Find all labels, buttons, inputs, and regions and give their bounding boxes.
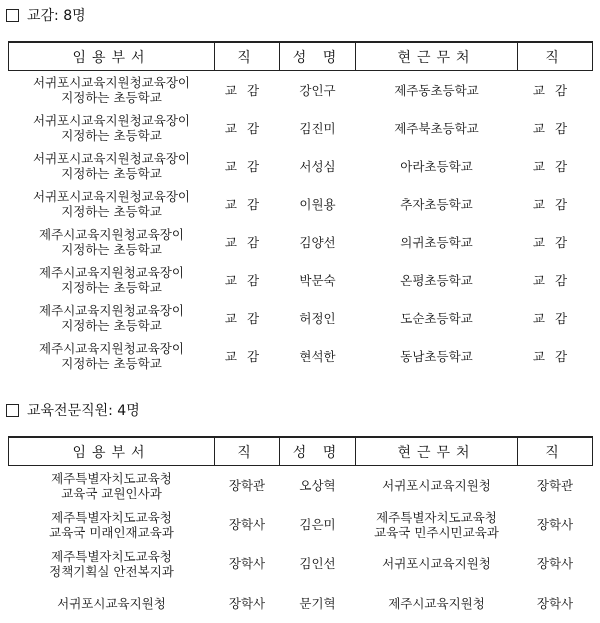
cell-name: 현석한 <box>299 348 336 364</box>
table-header-row <box>9 437 593 466</box>
section-title-specialist <box>6 399 140 421</box>
cell-current <box>356 505 518 544</box>
table-row <box>9 505 593 544</box>
cell-current-position: 교감 <box>532 272 578 288</box>
cell-current-position: 장학사 <box>536 595 574 611</box>
section-title-vice-principal <box>6 4 86 26</box>
cell-current: 도순초등학교 <box>400 310 473 326</box>
cell-name: 김양선 <box>299 234 336 250</box>
cell-name: 김인선 <box>299 556 336 571</box>
cell-name: 문기혁 <box>299 595 336 611</box>
column-header-name: 성 명 <box>280 42 356 71</box>
cell-current-position: 교감 <box>532 158 578 174</box>
cell-current-line: 제주시교육지원청 <box>388 595 485 611</box>
cell-dept-line: 지정하는 초등학교 <box>61 280 162 295</box>
cell-name: 서성심 <box>299 158 336 174</box>
cell-dept-line: 제주시교육지원청교육장이 <box>39 341 184 356</box>
checkbox-icon <box>6 9 19 22</box>
cell-current-position: 교감 <box>532 196 578 212</box>
cell-current <box>356 466 518 506</box>
cell-name: 김진미 <box>299 120 336 136</box>
column-header-current: 현근무처 <box>356 42 518 71</box>
table-row <box>9 147 593 185</box>
cell-dept-line: 지정하는 초등학교 <box>61 356 162 371</box>
cell-current: 동남초등학교 <box>400 348 473 364</box>
cell-position: 교감 <box>224 158 270 174</box>
cell-dept-line: 제주특별자치도교육청 <box>51 509 172 525</box>
cell-position: 교감 <box>224 234 270 250</box>
cell-current-position: 교감 <box>532 234 578 250</box>
column-header-dept: 임용부서 <box>9 42 215 71</box>
table-row <box>9 223 593 261</box>
cell-current: 제주북초등학교 <box>394 120 479 136</box>
cell-current: 추자초등학교 <box>400 196 473 212</box>
table-header-row <box>9 42 593 71</box>
cell-position: 장학사 <box>228 517 266 532</box>
cell-current-position: 교감 <box>532 310 578 326</box>
cell-name: 이원용 <box>299 196 336 212</box>
cell-dept <box>9 147 215 185</box>
cell-position: 교감 <box>224 310 270 326</box>
cell-dept-line: 서귀포시교육지원청교육장이 <box>33 113 190 128</box>
cell-dept <box>9 466 215 506</box>
cell-dept <box>9 505 215 544</box>
cell-current: 의귀초등학교 <box>400 234 473 250</box>
cell-name: 박문숙 <box>299 272 336 288</box>
table-row <box>9 337 593 375</box>
cell-current: 온평초등학교 <box>400 272 473 288</box>
cell-dept-line: 서귀포시교육지원청교육장이 <box>33 151 190 166</box>
cell-dept <box>9 261 215 299</box>
cell-current <box>356 583 518 623</box>
cell-name: 강인구 <box>299 82 336 98</box>
table-row <box>9 466 593 506</box>
cell-position: 교감 <box>224 120 270 136</box>
cell-dept-line: 제주특별자치도교육청 <box>51 548 172 564</box>
cell-dept-line: 지정하는 초등학교 <box>61 318 162 333</box>
table-row <box>9 299 593 337</box>
cell-current-position: 장학관 <box>536 478 574 493</box>
table-row <box>9 261 593 299</box>
cell-current: 제주동초등학교 <box>394 82 479 98</box>
cell-dept-line: 제주시교육지원청교육장이 <box>39 227 184 242</box>
cell-position: 교감 <box>224 272 270 288</box>
column-header-current-position: 직 <box>518 437 593 466</box>
cell-dept <box>9 71 215 110</box>
cell-dept <box>9 337 215 375</box>
cell-position: 교감 <box>224 348 270 364</box>
cell-dept-line: 정책기획실 안전복지과 <box>49 563 174 579</box>
cell-name: 김은미 <box>299 517 336 532</box>
section-title-text: 교육전문직원: 4명 <box>27 403 140 419</box>
cell-current: 아라초등학교 <box>400 158 473 174</box>
cell-dept <box>9 299 215 337</box>
section-title-text: 교감: 8명 <box>27 8 86 24</box>
cell-dept <box>9 185 215 223</box>
cell-current-line: 제주특별자치도교육청 <box>376 509 497 525</box>
column-header-position: 직 <box>215 437 280 466</box>
cell-dept-line: 지정하는 초등학교 <box>61 166 162 181</box>
cell-dept-line: 교육국 미래인재교육과 <box>49 524 174 540</box>
cell-dept-line: 지정하는 초등학교 <box>61 242 162 257</box>
cell-dept <box>9 223 215 261</box>
cell-dept-line: 교육국 교원인사과 <box>61 485 162 501</box>
cell-current-line: 서귀포시교육지원청 <box>382 478 491 493</box>
cell-dept <box>9 109 215 147</box>
cell-name: 오상혁 <box>299 478 336 493</box>
cell-current-position: 교감 <box>532 120 578 136</box>
column-header-position: 직 <box>215 42 280 71</box>
column-header-current: 현근무처 <box>356 437 518 466</box>
cell-dept-line: 지정하는 초등학교 <box>61 204 162 219</box>
cell-current-line: 교육국 민주시민교육과 <box>374 524 499 540</box>
cell-position: 장학사 <box>228 556 266 571</box>
cell-current-position: 장학사 <box>536 517 574 532</box>
specialist-table <box>8 436 593 623</box>
cell-dept-line: 제주시교육지원청교육장이 <box>39 265 184 280</box>
cell-dept-line: 제주특별자치도교육청 <box>51 470 172 486</box>
table-row <box>9 71 593 110</box>
cell-current <box>356 544 518 583</box>
cell-dept-line: 서귀포시교육지원청교육장이 <box>33 189 190 204</box>
cell-dept-line: 서귀포시교육지원청 <box>57 595 166 611</box>
column-header-name: 성 명 <box>280 437 356 466</box>
cell-position: 장학사 <box>228 595 266 611</box>
cell-current-line: 서귀포시교육지원청 <box>382 556 491 571</box>
cell-current-position: 장학사 <box>536 556 574 571</box>
table-row <box>9 185 593 223</box>
vice-principal-table <box>8 41 593 375</box>
cell-current-position: 교감 <box>532 348 578 364</box>
cell-name: 허정인 <box>299 310 336 326</box>
table-row <box>9 583 593 623</box>
cell-dept-line: 서귀포시교육지원청교육장이 <box>33 75 190 90</box>
cell-dept-line: 제주시교육지원청교육장이 <box>39 303 184 318</box>
cell-dept-line: 지정하는 초등학교 <box>61 90 162 105</box>
table-row <box>9 544 593 583</box>
cell-position: 교감 <box>224 82 270 98</box>
cell-position: 장학관 <box>228 478 266 493</box>
cell-dept <box>9 544 215 583</box>
cell-position: 교감 <box>224 196 270 212</box>
checkbox-icon <box>6 404 19 417</box>
column-header-current-position: 직 <box>518 42 593 71</box>
table-row <box>9 109 593 147</box>
cell-current-position: 교감 <box>532 82 578 98</box>
column-header-dept: 임용부서 <box>9 437 215 466</box>
cell-dept <box>9 583 215 623</box>
cell-dept-line: 지정하는 초등학교 <box>61 128 162 143</box>
